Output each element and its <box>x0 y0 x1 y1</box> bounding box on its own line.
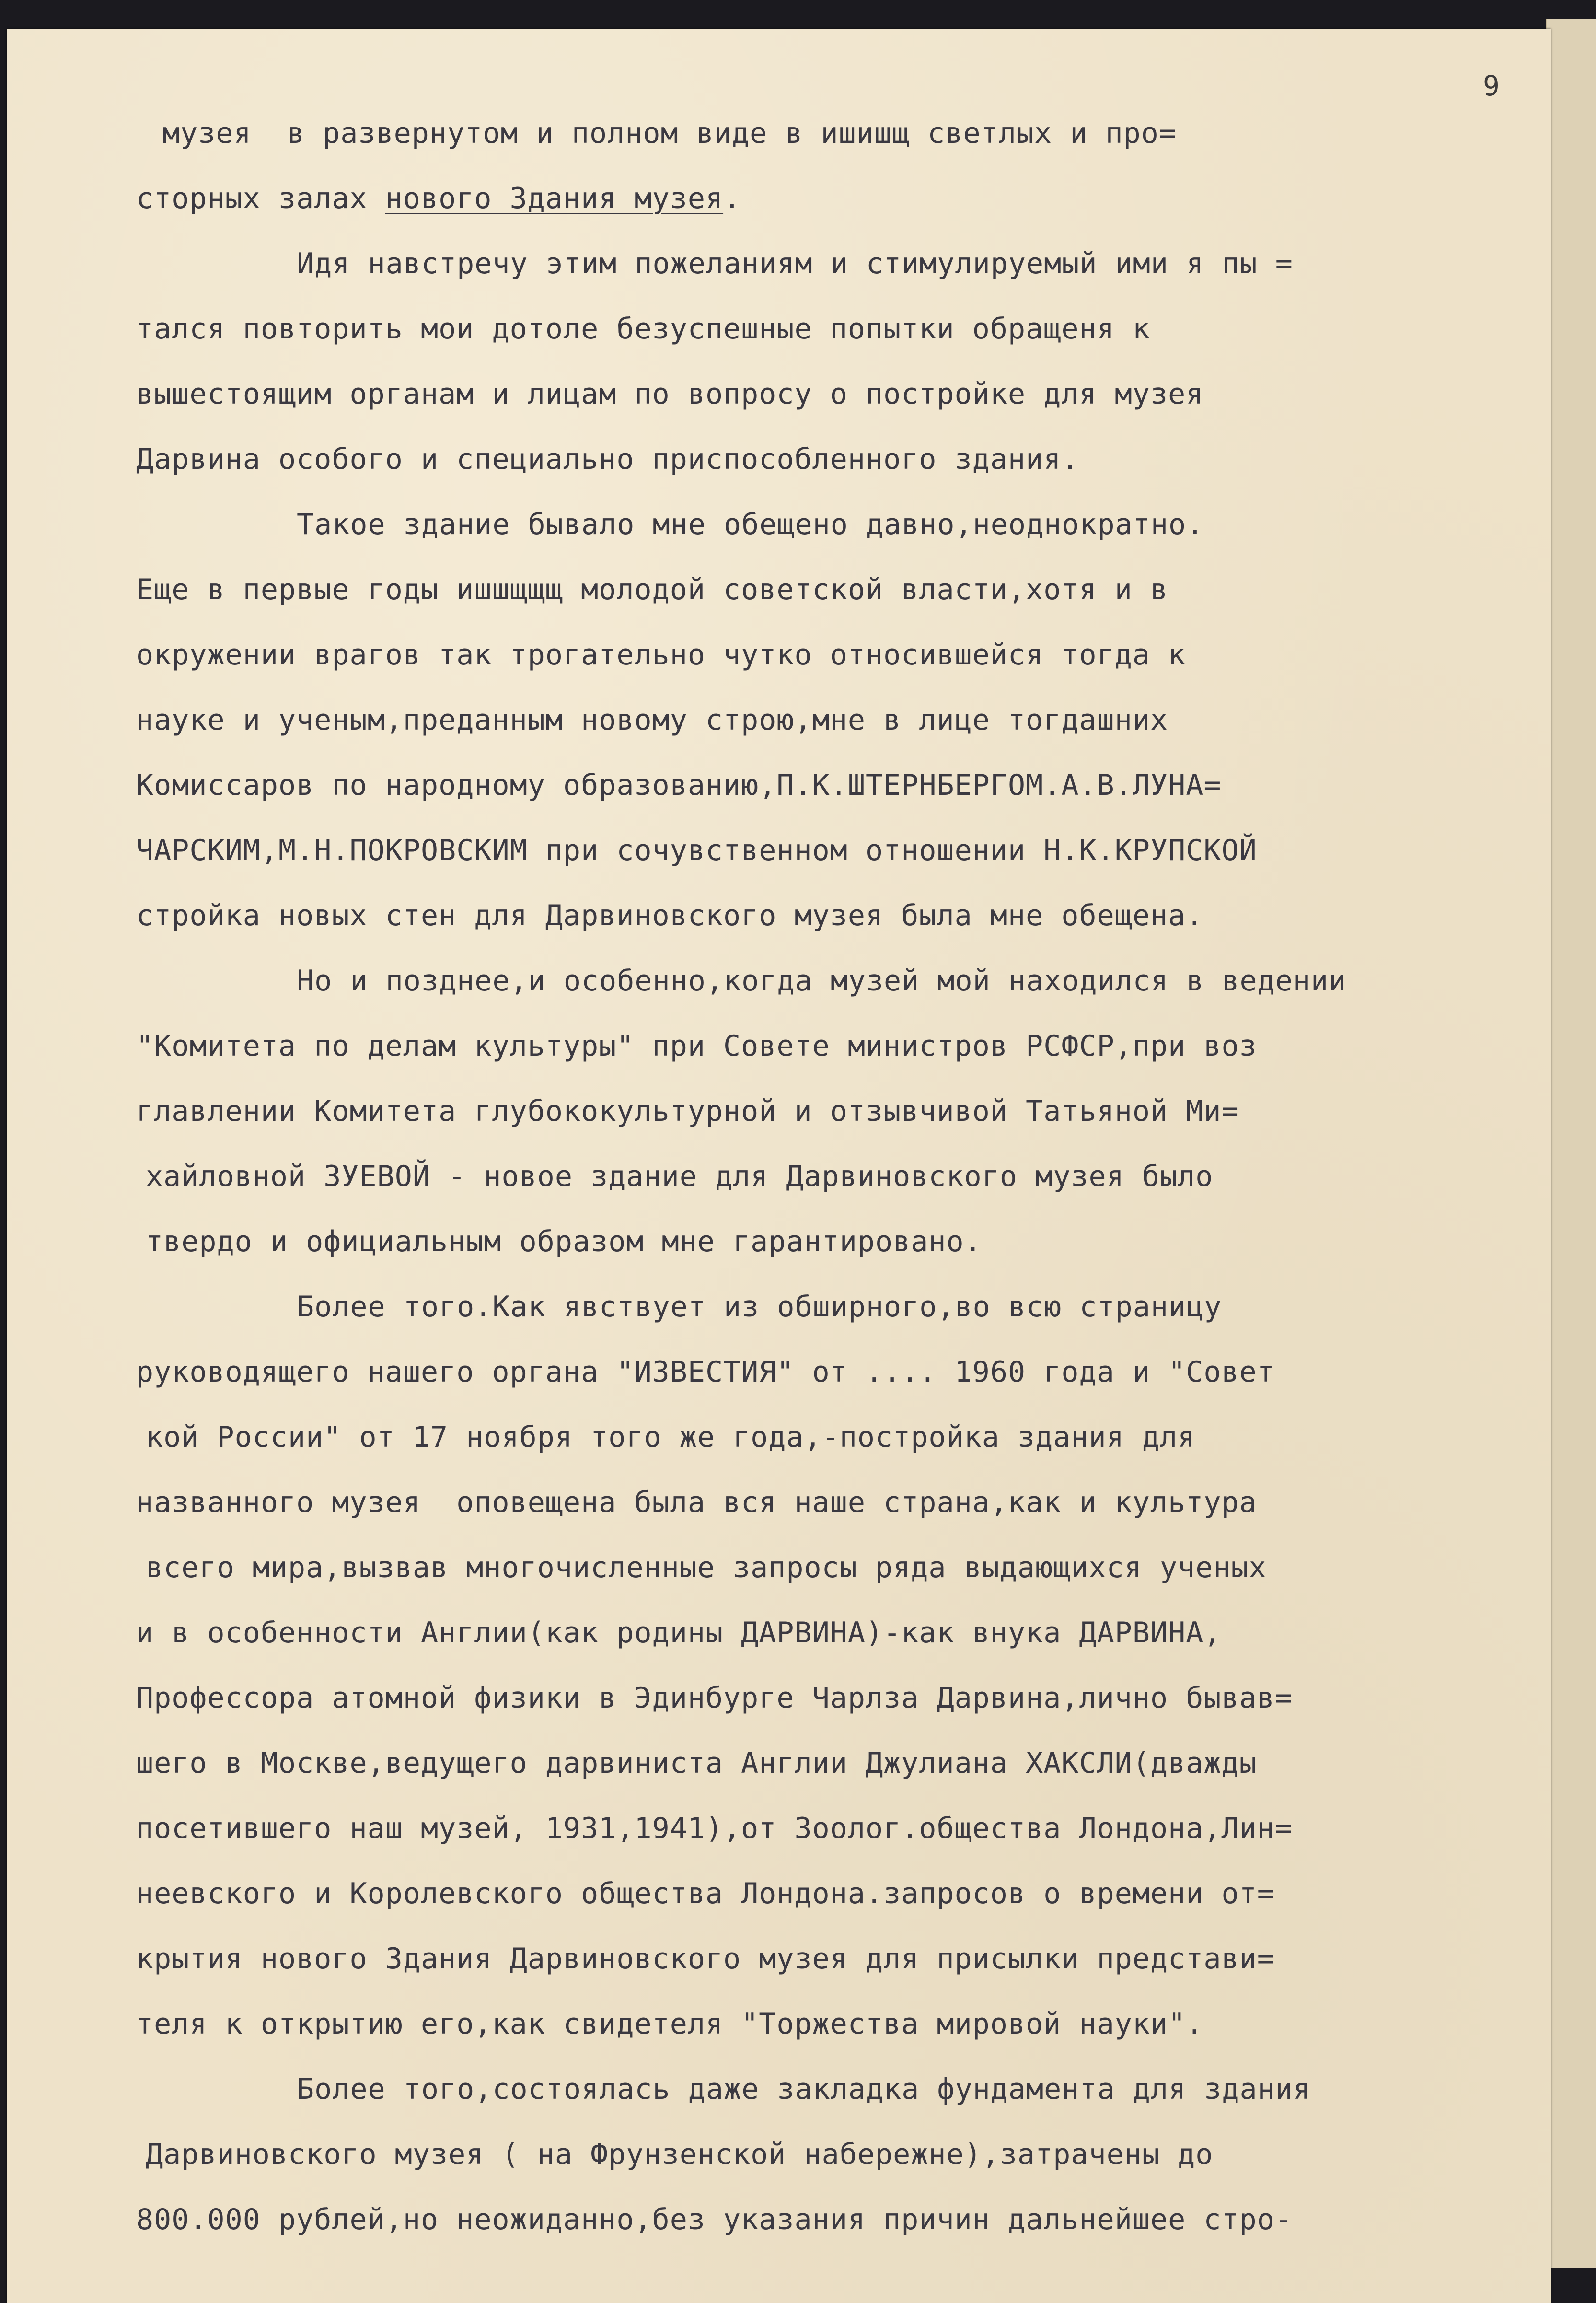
text-line: ЧАРСКИМ,М.Н.ПОКРОВСКИМ при сочувственном отношении Н.К.КРУПСКОЙ <box>136 834 1257 867</box>
text-line: сторных залах нового Здания музея. <box>136 182 741 215</box>
text-line: и в особенности Англии(как родины ДАРВИНА)-как внука ДАРВИНА, <box>136 1616 1222 1650</box>
text-line: Но и позднее,и особенно,когда музей мой находился в ведении <box>297 964 1347 998</box>
text-line: Еще в первые годы ишшщщщ молодой советской власти,хотя и в <box>136 573 1168 606</box>
text-line: вышестоящим органам и лицам по вопросу о постройке для музея <box>136 377 1204 411</box>
underlined-phrase: нового Здания музея <box>385 182 724 215</box>
text-line: крытия нового Здания Дарвиновского музея для присылки представи= <box>136 1942 1275 1976</box>
text-line: Дарвина особого и специально приспособленного здания. <box>136 442 1079 476</box>
text-line: "Комитета по делам культуры" при Совете министров РСФСР,при воз <box>136 1029 1257 1063</box>
text-line: Профессора атомной физики в Эдинбурге Чарлза Дарвина,лично бывав= <box>136 1681 1293 1715</box>
text-line: теля к открытию его,как свидетеля "Торжества мировой науки". <box>136 2007 1204 2041</box>
text-line: Комиссаров по народному образованию,П.К.ШТЕРНБЕРГОМ.А.В.ЛУНА= <box>136 768 1222 802</box>
text-line: твердо и официальным образом мне гарантировано. <box>146 1225 982 1258</box>
typed-body-text <box>136 101 1552 2252</box>
page-number: 9 <box>1483 70 1500 102</box>
text-line: стройка новых стен для Дарвиновского музея была мне обещена. <box>136 899 1204 932</box>
text-line: главлении Комитета глубококультурной и отзывчивой Татьяной Ми= <box>136 1094 1239 1128</box>
text-line: кой России" от 17 ноября того же года,-постройка здания для <box>146 1420 1196 1454</box>
underlying-sheet-edge <box>1546 19 1596 2268</box>
text-line: шего в Москве,ведущего дарвиниста Англии Джулиана ХАКСЛИ(дважды <box>136 1746 1257 1780</box>
typewritten-page <box>7 29 1551 2303</box>
text-line: хайловной ЗУЕВОЙ - новое здание для Дарвиновского музея было <box>146 1160 1214 1193</box>
text-line: посетившего наш музей, 1931,1941),от Зоолог.общества Лондона,Лин= <box>136 1812 1293 1845</box>
text-line: науке и ученым,преданным новому строю,мне в лице тогдашних <box>136 703 1168 737</box>
text-line: 800.000 рублей,но неожиданно,без указания причин дальнейшее стро- <box>136 2203 1293 2236</box>
text-line: руководящего нашего органа "ИЗВЕСТИЯ" от .... 1960 года и "Совет <box>136 1355 1275 1389</box>
text-line: музея в развернутом и полном виде в ишишщ светлых и про= <box>162 116 1177 150</box>
text-line: Более того.Как явствует из обширного,во всю страницу <box>297 1290 1222 1324</box>
text-line: окружении врагов так трогательно чутко относившейся тогда к <box>136 638 1186 672</box>
text-line: Дарвиновского музея ( на Фрунзенской набережне),затрачены до <box>146 2138 1214 2171</box>
text-line: Более того,состоялась даже закладка фундамента для здания <box>297 2072 1311 2106</box>
text-line: Идя навстречу этим пожеланиям и стимулируемый ими я пы = <box>297 247 1293 280</box>
text-line: Такое здание бывало мне обещено давно,неоднократно. <box>297 508 1204 541</box>
text-line: неевского и Королевского общества Лондона.запросов о времени от= <box>136 1877 1275 1910</box>
text-line: тался повторить мои дотоле безуспешные попытки обращеня к <box>136 312 1151 346</box>
text-line: всего мира,вызвав многочисленные запросы ряда выдающихся ученых <box>146 1551 1267 1584</box>
text-line: названного музея оповещена была вся наше страна,как и культура <box>136 1486 1257 1519</box>
